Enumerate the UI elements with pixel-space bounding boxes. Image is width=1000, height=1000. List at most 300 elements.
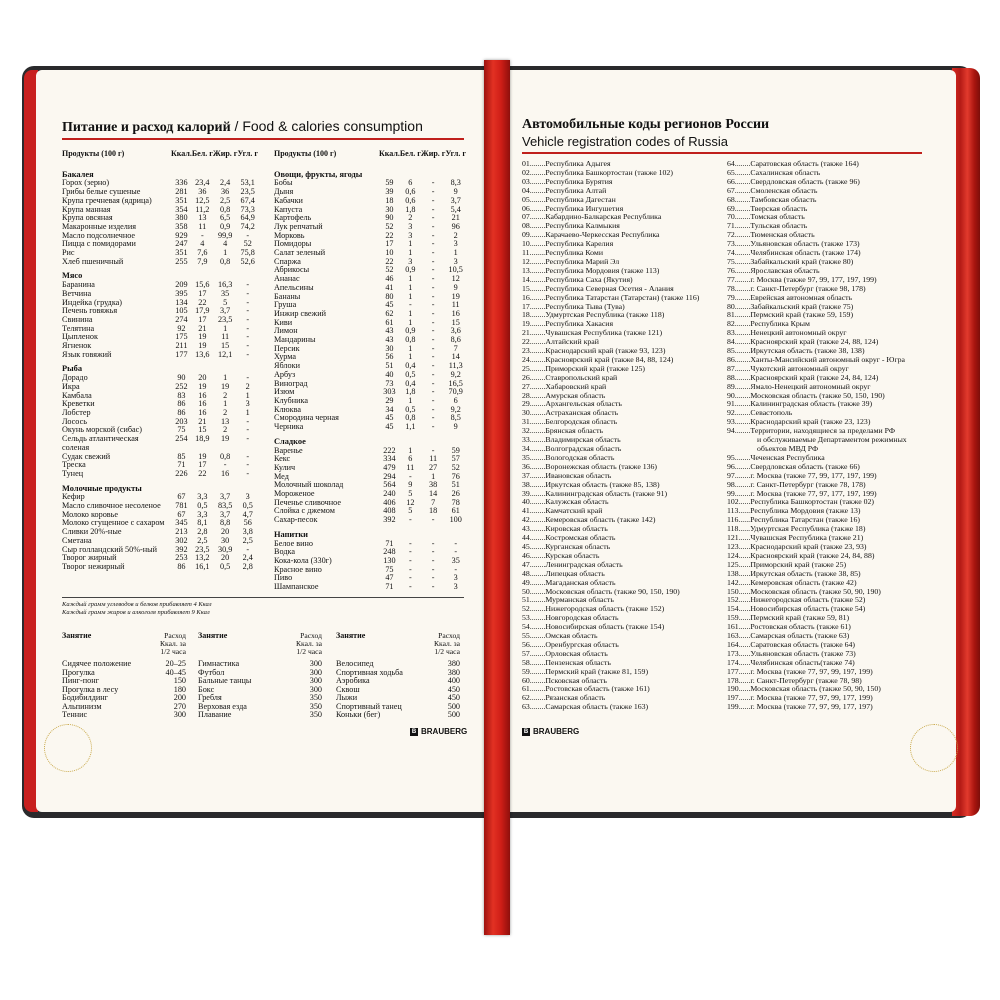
food-kcal: 73	[385, 378, 394, 388]
food-name: Хлеб пшеничный	[62, 256, 124, 266]
food-fat: 27	[429, 462, 438, 472]
food-kcal: 83	[177, 390, 186, 400]
food-carb: -	[246, 306, 250, 316]
food-carb: 23,5	[240, 187, 255, 197]
food-kcal: 345	[175, 518, 188, 528]
food-kcal: 302	[175, 535, 188, 545]
food-kcal: 43	[385, 326, 394, 336]
left-page-title	[62, 118, 423, 136]
region-code-entry: 41........Камчатский край	[522, 506, 603, 516]
food-fat: 83,5	[217, 501, 233, 511]
food-name: Хурма	[274, 352, 297, 362]
col-carb: Угл. г	[237, 149, 258, 158]
food-protein: 17	[198, 288, 207, 298]
food-kcal: 929	[175, 230, 188, 240]
food-fat: -	[431, 378, 435, 388]
food-carb: 3	[245, 492, 250, 502]
food-carb: 15	[451, 317, 460, 327]
region-code-entry: 13........Республика Мордовия (также 113)	[522, 265, 660, 275]
act-col-name: Занятие	[198, 631, 228, 640]
food-kcal: 51	[385, 361, 394, 371]
region-code-entry: 80........Забайкальский край (также 75)	[727, 301, 854, 311]
food-fat: 1	[431, 471, 436, 481]
food-protein: 19	[198, 451, 207, 461]
bookmark-ribbon[interactable]	[484, 60, 510, 935]
food-name: Арбуз	[274, 369, 296, 379]
food-kcal: 351	[175, 248, 188, 258]
activity-name: Прогулка в лесу	[62, 684, 119, 694]
region-code-entry: 72........Тюменская область	[727, 230, 815, 240]
region-code-entry: 12........Республика Марий Эл	[522, 256, 620, 266]
region-code-entry: 23........Краснодарский край (также 93, 123)	[522, 346, 666, 356]
region-code-entry: 94........Территории, находящиеся за пределами РФ	[727, 426, 896, 436]
food-name: Кока-кола (330г)	[274, 555, 332, 565]
food-fat: -	[431, 300, 435, 310]
food-protein: 17,9	[195, 306, 210, 316]
region-code-entry: 61........Ростовская область (также 161)	[522, 684, 650, 694]
food-row	[274, 249, 466, 258]
region-code-entry: 97........г. Москва (также 77, 99, 177, 197, 199)	[727, 470, 877, 480]
activity-kcal: 20–25	[165, 659, 186, 668]
food-name: Крупа манная	[62, 204, 111, 214]
food-row	[62, 400, 258, 409]
food-name: Помидоры	[274, 239, 312, 249]
region-code-entry: 173......Ульяновская область (также 73)	[727, 648, 856, 658]
food-protein: 11	[198, 221, 207, 231]
activity-kcal: 400	[447, 676, 460, 685]
food-table-left	[62, 150, 258, 572]
food-fat: -	[223, 460, 227, 470]
food-protein: 15,6	[195, 280, 210, 290]
food-name: Кабачки	[274, 195, 303, 205]
activity-name: Теннис	[62, 710, 88, 719]
food-carb: -	[454, 564, 458, 574]
food-name: Крупа гречневая (ядрица)	[62, 195, 152, 205]
food-name: Шампанское	[274, 582, 319, 592]
food-protein: -	[408, 515, 412, 525]
section-header	[274, 432, 466, 447]
food-carb: 56	[243, 518, 252, 528]
activity-kcal: 350	[309, 701, 322, 711]
food-fat: 3,7	[220, 492, 231, 502]
food-kcal: 392	[383, 515, 396, 525]
food-kcal: 43	[385, 335, 394, 345]
food-name: Водка	[274, 547, 295, 557]
food-carb: 57	[451, 454, 460, 464]
food-name: Судак свежий	[62, 451, 111, 461]
food-row	[62, 351, 258, 360]
food-kcal: 30	[385, 204, 394, 214]
food-protein: 9	[408, 480, 413, 490]
region-code-entry: 09........Карачаево-Черкесская Республика	[522, 230, 660, 240]
region-code-entry: 85........Иркутская область (также 38, 138)	[727, 346, 865, 356]
food-name: Персик	[274, 343, 300, 353]
region-code-entry: 08........Республика Калмыкия	[522, 221, 620, 231]
food-carb: -	[454, 538, 458, 548]
food-fat: 0,8	[220, 451, 231, 461]
food-kcal: 358	[175, 221, 188, 231]
food-protein: 0,6	[405, 195, 416, 205]
food-carb: 78	[451, 497, 460, 507]
food-fat: 0,8	[220, 204, 231, 214]
activity-kcal: 350	[309, 710, 322, 719]
food-fat: -	[431, 387, 435, 397]
food-row	[62, 470, 258, 479]
food-protein: 5	[408, 506, 413, 516]
food-protein: 0,4	[405, 361, 416, 371]
food-protein: 12	[406, 497, 415, 507]
region-code-entry: 99........г. Москва (также 77, 97, 177, 197, 199)	[727, 488, 877, 498]
right-page-title-ru	[522, 117, 769, 133]
region-code-entry: 77........г. Москва (также 97, 99, 177, 197, 199)	[727, 274, 877, 284]
food-row	[274, 319, 466, 328]
food-protein: 0,9	[405, 265, 416, 275]
region-code-entry: 102......Республика Башкортостан (также 02)	[727, 497, 875, 507]
activity-name: Лыжи	[336, 693, 358, 702]
food-name: Инжир свежий	[274, 308, 326, 318]
region-code-entry: 58........Пензенская область	[522, 657, 611, 667]
food-kcal: 395	[175, 288, 188, 298]
food-carb: 64,9	[240, 213, 255, 223]
food-carb: 3,7	[450, 195, 461, 205]
food-kcal: 67	[177, 492, 186, 502]
food-kcal: 45	[385, 300, 394, 310]
food-row	[274, 516, 466, 525]
region-code-entry: 142......Кемеровская область (также 42)	[727, 577, 857, 587]
food-carb: 73,3	[240, 204, 255, 214]
region-code-entry: 06........Республика Ингушетия	[522, 203, 624, 213]
food-carb: 7	[453, 343, 458, 353]
activity-name: Бальные танцы	[198, 676, 252, 685]
food-row	[274, 447, 466, 456]
food-name: Черника	[274, 422, 304, 432]
food-fat: 3,7	[220, 306, 231, 316]
food-protein: 23,5	[195, 544, 210, 554]
food-protein: 3	[408, 256, 413, 266]
food-protein: 3	[408, 221, 413, 231]
food-carb: 2	[245, 381, 250, 391]
region-code-entry: 63........Самарская область (также 163)	[522, 702, 649, 712]
food-row	[274, 423, 466, 432]
region-code-entry: 90........Московская область (также 50, 150, 190)	[727, 390, 885, 400]
food-protein: 3,3	[197, 509, 208, 519]
region-code-entry: 04........Республика Алтай	[522, 185, 607, 195]
food-carb: 3,8	[242, 527, 253, 537]
food-carb: 12	[451, 274, 460, 284]
region-code-entry: и обслуживаемые Департаментом режимных	[757, 435, 907, 445]
food-kcal: 406	[383, 497, 396, 507]
region-code-entry: 02........Республика Башкортостан (также 102)	[522, 167, 673, 177]
region-code-entry: 27........Хабаровский край	[522, 381, 607, 391]
food-row	[274, 464, 466, 473]
food-fat: 5	[223, 297, 228, 307]
food-fat: -	[431, 335, 435, 345]
food-kcal: 90	[177, 373, 186, 383]
region-code-entry: 161......Ростовская область (также 61)	[727, 622, 851, 632]
activity-name: Сквош	[336, 684, 360, 694]
activity-kcal: 270	[173, 701, 186, 711]
food-row	[274, 380, 466, 389]
food-fat: -	[431, 291, 435, 301]
food-name: Масло сливочное несоленое	[62, 501, 161, 511]
food-carb: 26	[451, 489, 460, 499]
food-protein: 13,2	[195, 553, 210, 563]
region-code-entry: 123......Краснодарский край (также 23, 93)	[727, 541, 867, 551]
food-name: Сливки 20%-ные	[62, 527, 122, 537]
food-kcal: 274	[175, 314, 188, 324]
region-code-entry: 64........Саратовская область (также 164)	[727, 159, 859, 168]
food-name: Кефир	[62, 492, 85, 502]
food-protein: 1	[408, 248, 413, 258]
food-fat: -	[431, 352, 435, 362]
region-code-entry: 47........Ленинградская область	[522, 559, 623, 569]
food-kcal: 303	[383, 387, 396, 397]
food-kcal: 40	[385, 369, 394, 379]
region-code-entry: 40........Калужская область	[522, 497, 609, 507]
region-code-entry: 34........Волгоградская область	[522, 444, 622, 453]
food-name: Груша	[274, 300, 297, 310]
food-carb: -	[246, 451, 250, 461]
food-protein: 15	[198, 425, 207, 435]
food-carb: -	[246, 280, 250, 290]
food-fat: -	[431, 538, 435, 548]
food-name: Лук репчатый	[274, 221, 323, 231]
food-kcal: 67	[177, 509, 186, 519]
food-kcal: 39	[385, 187, 394, 197]
food-fat: 1	[223, 323, 228, 333]
food-kcal: 408	[383, 506, 396, 516]
region-code-entry: 83........Ненецкий автономный округ	[727, 328, 847, 338]
food-protein: 1	[408, 239, 413, 249]
food-kcal: 52	[385, 265, 394, 275]
region-code-entry: 95........Чеченская Республика	[727, 452, 825, 462]
food-name: Сметана	[62, 535, 92, 545]
food-kcal: 75	[177, 425, 186, 435]
food-name: Индейка (грудка)	[62, 297, 123, 307]
food-kcal: 86	[177, 407, 186, 417]
region-code-entry: 48........Липецкая область	[522, 568, 605, 578]
food-carb: 3	[453, 582, 458, 592]
region-code-entry: 18........Удмуртская Республика (также 118)	[522, 310, 665, 320]
region-code-entry: 29........Архангельская область	[522, 399, 622, 409]
col-kcal: Ккал.	[171, 149, 192, 158]
food-protein: -	[408, 555, 412, 565]
region-code-entry: 45........Курганская область	[522, 541, 611, 551]
food-fat: 3,7	[220, 509, 231, 519]
food-fat: 19	[221, 381, 230, 391]
activity-name: Бокс	[198, 684, 215, 694]
food-kcal: 351	[175, 195, 188, 205]
region-code-entry: 62........Рязанская область	[522, 693, 606, 703]
food-protein: 11,2	[195, 204, 210, 214]
food-protein: 0,8	[405, 335, 416, 345]
food-protein: 2,8	[197, 527, 208, 537]
codes-column-1	[522, 160, 699, 712]
food-fat: -	[431, 256, 435, 266]
region-code-entry: 84........Красноярский край (также 24, 88, 124)	[727, 337, 879, 347]
food-name: Сельдь атлантическая	[62, 434, 139, 444]
food-protein: 0,8	[405, 413, 416, 423]
food-carb: 14	[451, 352, 460, 362]
food-fat: 0,5	[220, 561, 231, 571]
region-code-entry: 96........Свердловская область (также 66)	[727, 461, 860, 471]
region-code-entry: 22........Алтайский край	[522, 337, 599, 347]
act-col-name: Занятие	[336, 631, 366, 640]
food-name: Сыр голландский 50%-ный	[62, 544, 158, 554]
food-kcal: 45	[385, 422, 394, 432]
food-carb: 74,2	[240, 221, 255, 231]
food-kcal: 254	[175, 434, 188, 444]
food-protein: -	[408, 547, 412, 557]
food-kcal: 392	[175, 544, 188, 554]
activity-row	[198, 677, 322, 686]
region-code-entry: 68........Тамбовская область	[727, 194, 817, 204]
region-code-entry: 59........Пермский край (также 81, 159)	[522, 666, 649, 676]
food-fat: 2,4	[220, 178, 231, 188]
food-kcal: 211	[175, 341, 188, 351]
region-code-entry: 39........Калининградская область (также 91)	[522, 488, 668, 498]
food-fat: -	[431, 369, 435, 379]
food-kcal: 255	[175, 256, 188, 266]
food-kcal: 75	[385, 564, 394, 574]
food-kcal: 226	[175, 468, 188, 478]
food-name: Дорадо	[62, 373, 88, 383]
food-fat: 7	[431, 497, 436, 507]
food-protein: 18,9	[195, 434, 210, 444]
food-name: Сахар-песок	[274, 515, 318, 525]
food-fat: -	[431, 178, 435, 188]
food-kcal: 30	[385, 343, 394, 353]
region-code-entry: 57........Орловская область	[522, 648, 608, 658]
region-code-entry: 98........г. Санкт-Петербург (также 78, 178)	[727, 479, 866, 489]
food-protein: -	[408, 564, 412, 574]
activity-name: Плавание	[198, 710, 232, 719]
food-kcal: 86	[177, 561, 186, 571]
food-name: Горох (зерно)	[62, 178, 110, 188]
activity-name: Спортивная ходьба	[336, 667, 403, 677]
food-carb: 76	[451, 471, 460, 481]
food-protein: 8,1	[197, 518, 208, 528]
food-fat: 20	[221, 527, 230, 537]
food-carb: -	[246, 468, 250, 478]
food-fat: 0,9	[220, 221, 231, 231]
food-name: Белое вино	[274, 538, 314, 548]
brand-logo-left	[410, 727, 467, 736]
food-fat: -	[431, 248, 435, 258]
region-code-entry: 15........Республика Северная Осетия - Алания	[522, 283, 674, 293]
region-code-entry: 81........Пермский край (также 59, 159)	[727, 310, 854, 320]
food-row	[62, 563, 258, 572]
food-name: Бананы	[274, 291, 301, 301]
food-name: Икра	[62, 381, 80, 391]
food-row	[274, 540, 466, 549]
food-name: Баранина	[62, 280, 95, 290]
food-name: Мороженое	[274, 489, 315, 499]
region-code-entry: 138......Иркутская область (также 38, 85)	[727, 568, 861, 578]
food-fat: -	[431, 195, 435, 205]
region-code-entry: 07........Кабардино-Балкарская Республика	[522, 212, 662, 222]
food-row	[274, 284, 466, 293]
food-kcal: 252	[175, 381, 188, 391]
food-fat: 2,5	[220, 195, 231, 205]
region-code-entry: 69........Тверская область	[727, 203, 808, 213]
food-carb: -	[246, 341, 250, 351]
note-2: Каждый грамм жиров и алкоголя прибавляет 9 Ккал	[62, 609, 210, 616]
food-fat: -	[431, 221, 435, 231]
activity-kcal: 300	[309, 667, 322, 677]
food-name: Молоко коровье	[62, 509, 119, 519]
activity-name: Бодибилдинг	[62, 693, 109, 702]
activity-kcal: 380	[447, 659, 460, 668]
food-carb: 3	[453, 239, 458, 249]
food-name: Апельсины	[274, 282, 314, 292]
food-name: Дыня	[274, 187, 294, 197]
food-name: Красное вино	[274, 564, 322, 574]
food-fat: -	[431, 582, 435, 592]
food-protein: 19	[198, 381, 207, 391]
food-kcal: 380	[175, 213, 188, 223]
food-row	[274, 362, 466, 371]
col-fat: Жир. г	[212, 149, 238, 158]
food-protein: 0,5	[405, 369, 416, 379]
region-code-entry: 82........Республика Крым	[727, 319, 810, 329]
section-title: Напитки	[274, 529, 309, 539]
food-carb: 9	[453, 422, 458, 432]
region-code-entry: 25........Приморский край (также 125)	[522, 363, 645, 373]
region-code-entry: 66........Свердловская область (также 96)	[727, 176, 860, 186]
region-code-entry: 43........Кировская область	[522, 524, 608, 534]
food-carb: 3,6	[450, 326, 461, 336]
region-code-entry: 89........Ямало-Ненецкий автономный округ	[727, 381, 871, 391]
food-kcal: 130	[383, 555, 396, 565]
region-code-entry: 78........г. Санкт-Петербург (также 98, 178)	[727, 283, 866, 293]
region-code-entry: 67........Смоленская область	[727, 185, 818, 195]
col-product: Продукты (100 г)	[274, 149, 337, 158]
region-code-entry: 26........Ставропольский край	[522, 372, 618, 382]
food-fat: 99,9	[217, 230, 233, 240]
title-sep: /	[230, 118, 243, 134]
food-carb: 10,5	[448, 265, 463, 275]
food-name: Язык говяжий	[62, 349, 112, 359]
food-row	[62, 240, 258, 249]
food-kcal: 22	[385, 230, 394, 240]
food-fat: -	[431, 395, 435, 405]
food-kcal: 59	[385, 178, 394, 188]
food-protein: 16,1	[195, 561, 210, 571]
region-code-entry: 76........Ярославская область	[727, 265, 820, 275]
food-protein: 16	[198, 407, 207, 417]
region-code-entry: 32........Брянская область	[522, 426, 604, 436]
food-protein: 7,6	[197, 248, 208, 258]
food-carb: 1	[245, 407, 250, 417]
food-carb: -	[246, 425, 250, 435]
food-protein: 12,5	[195, 195, 210, 205]
food-protein: 23,4	[195, 178, 210, 188]
food-fat: 38	[429, 480, 438, 490]
food-kcal: 564	[383, 480, 396, 490]
activity-name: Футбол	[198, 667, 225, 677]
food-name: Ягненок	[62, 341, 92, 351]
food-protein: -	[408, 471, 412, 481]
region-code-entry: 50........Московская область (также 90, 150, 190)	[522, 586, 680, 596]
right-page-title-en: Vehicle registration codes of Russia	[522, 134, 728, 149]
act-col-rate: Расход Ккал. за 1/2 часа	[159, 631, 186, 656]
food-name: Ананас	[274, 274, 300, 284]
food-carb: -	[246, 288, 250, 298]
region-code-entry: 125......Приморский край (также 25)	[727, 559, 847, 569]
food-carb: 19	[451, 291, 460, 301]
brand-mark-icon: B	[411, 728, 417, 735]
